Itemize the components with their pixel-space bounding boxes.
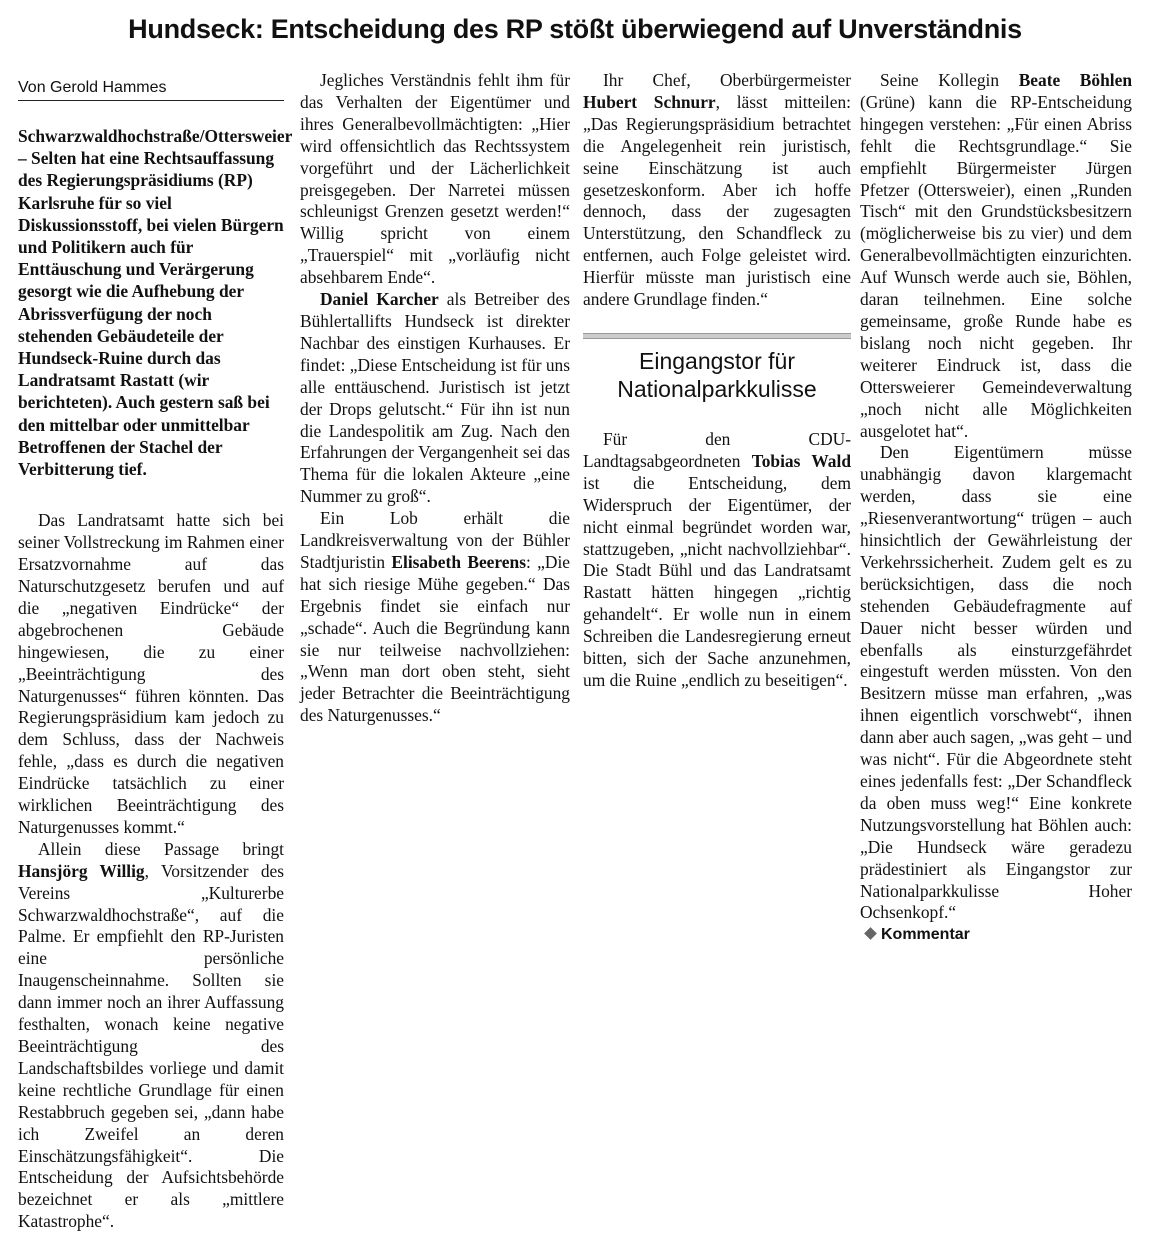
paragraph-7 <box>583 429 851 692</box>
person-name: Elisabeth Beerens <box>391 551 526 572</box>
column-3 <box>583 70 851 692</box>
text: (Grüne) kann die RP-Entscheidung hingegen verstehen: „Für einen Abriss fehlt die Rechtsgrundlage.“ Sie empfiehlt Bürgermeister Jürgen Pfetzer (Ottersweier), einen „Runden Tisch“ mit den Grundstücksbesitzern (möglicherweise bis zu vier) und dem Generalbevollmächtigten einzurichten. Auf Wunsch werde auch sie, Böhlen, daran teilnehmen. Eine solche gemeinsame, große Runde habe es bislang noch nicht gegeben. Ihr weiterer Eindruck ist, dass die Ottersweierer Gemeindeverwaltung „noch nicht alle Möglichkeiten ausgelotet hat“. <box>860 91 1132 441</box>
diamond-icon <box>864 927 877 940</box>
text: : „Die hat sich riesige Mühe gegeben.“ Das Ergebnis findet sie einfach nur „schade“. Auch die Begründung kann sie nur teilweise nachvollziehen: „Wenn man dort oben steht, sieht jeder Betrachter die Beeinträchtigung des Naturgenusses.“ <box>300 551 571 726</box>
paragraph-2 <box>18 839 284 1233</box>
paragraph-8 <box>860 70 1132 442</box>
column-2 <box>300 70 570 727</box>
subheadline-line-2: Nationalparkkulisse <box>617 375 817 402</box>
text: Ein Lob erhält die Landkreisverwaltung von der Bühler Stadtjuristin <box>300 508 570 572</box>
text: Seine Kollegin <box>880 70 1019 90</box>
lead-paragraph: Schwarzwaldhochstraße/Ottersweier – Selten hat eine Rechtsauffassung des Regierungspräsidiums (RP) Karlsruhe für so viel Diskussionsstoff, bei vielen Bürgern und Politikern auch für Enttäuschung und Verärgerung gesorgt wie die Aufhebung der Abrissverfügung der noch stehenden Gebäudeteile der Hundseck-Ruine durch das Landratsamt Rastatt (wir berichteten). Auch gestern saß bei den mittelbar oder unmittelbar Betroffenen der Stachel der Verbitterung tief. <box>18 126 293 480</box>
paragraph-6 <box>583 70 851 311</box>
person-name: Beate Böhlen <box>1018 70 1132 90</box>
text: ist die Entscheidung, dem Widerspruch der Eigentümer, der nicht einmal begründet worden war, stattzugeben, „nicht nachvollziehbar“. Die Stadt Bühl und das Landratsamt Rastatt hätten hingegen „richtig gehandelt“. Er wolle nun in einem Schreiben die Landesregierung erneut bitten, sich der Sache anzunehmen, um die Ruine „endlich zu beseitigen“. <box>583 472 851 690</box>
text: Allein diese Passage bringt <box>38 838 284 859</box>
paragraph-1: Das Landratsamt hatte sich bei seiner Vollstreckung im Rahmen einer Ersatzvornahme auf das Naturschutzgesetz berufen und auf die „negativen Eindrücke“ der abgebrochenen Gebäude hingewiesen, die zu einer „Beeinträchtigung des Naturgenusses“ führen könnten. Das Regierungspräsidium kam jedoch zu dem Schluss, dass der Nachweis fehle, „dass es durch die negativen Eindrücke tatsächlich zu einer wirklichen Beeinträchtigung des Naturgenusses kommt.“ <box>18 510 284 837</box>
byline: Von Gerold Hammes <box>18 78 284 101</box>
commentary-label: Kommentar <box>881 926 970 944</box>
paragraph-5 <box>300 508 570 727</box>
section-separator <box>583 333 851 339</box>
person-name: Tobias Wald <box>751 450 851 471</box>
paragraph-4 <box>300 289 570 508</box>
paragraph-3: Jegliches Verständnis fehlt ihm für das Verhalten der Eigentümer und ihres Generalbevollmächtigten: „Hier wird offensichtlich das Rechtssystem vorgeführt und der Lächerlichkeit preisgegeben. Der Narretei müssen schleunigst Grenzen gesetzt werden!“ Willig spricht von einem „Trauerspiel“ mit „vorläufig nicht absehbarem Ende“. <box>300 70 570 288</box>
person-name: Hubert Schnurr <box>583 91 716 112</box>
subheadline-line-1: Eingangstor für <box>639 347 795 374</box>
person-name: Daniel Karcher <box>320 289 439 310</box>
text: Ihr Chef, Oberbürgermeister <box>603 70 851 90</box>
column-4 <box>860 70 1132 946</box>
paragraph-9: Den Eigentümern müsse unabhängig davon klargemacht werden, dass sie eine „Riesenverantwortung“ trügen – auch hinsichtlich der Gewährleistung der Verkehrssicherheit. Zudem gelt es zu berücksichtigen, dass die noch stehenden Gebäudefragmente auf Dauer nicht besser würden und ebenfalls als einsturzgefährdet eingestuft werden müssten. Von den Besitzern müsse man erfahren, „was ihnen eigentlich vorschwebt“, ihnen dann aber auch sagen, „was geht – und was nicht“. Für die Abgeordnete steht eines jedenfalls fest: „Der Schandfleck da oben muss weg!“ Eine konkrete Nutzungsvorstellung hat Böhlen auch: „Die Hundseck wäre geradezu prädestiniert als Eingangstor zur Nationalparkkulisse Hoher Ochsenkopf.“ <box>860 442 1132 923</box>
subheadline <box>583 347 851 403</box>
headline: Hundseck: Entscheidung des RP stößt überwiegend auf Unverständnis <box>128 14 1022 44</box>
text: , Vorsitzender des Vereins „Kulturerbe Schwarzwaldhochstraße“, auf die Palme. Er empfiehlt den RP-Juristen eine persönliche Inaugenscheinnahme. Sollten sie dann immer noch an ihrer Auffassung festhalten, wonach keine negative Beeinträchtigung des Landschaftsbildes vorliege und damit keine rechtliche Grundlage für einen Restabbruch gegeben sei, „dann habe ich Zweifel an deren Einschätzungsfähigkeit“. Die Entscheidung der Aufsichtsbehörde bezeichnet er als „mittlere Katastrophe“. <box>18 860 284 1232</box>
text: , lässt mitteilen: „Das Regierungspräsidium betrachtet die Angelegenheit rein juristisch, seine Einschätzung ist auch gesetzeskonform. Aber ich hoffe dennoch, dass der zugesagten Unterstützung, den Schandfleck zu entfernen, auch Folge geleistet wird. Hierfür müsste man juristisch eine andere Grundlage finden.“ <box>583 91 851 310</box>
text: als Betreiber des Bühlertallifts Hundseck ist direkter Nachbar des einstigen Kurhauses. Er findet: „Diese Entscheidung ist für uns alle enttäuschend. Juristisch ist jetzt der Drops gelutscht.“ Für ihn ist nun die Landespolitik am Zug. Nach den Erfahrungen der Vergangenheit sei das Thema für die lokalen Akteure „eine Nummer zu groß“. <box>300 289 570 507</box>
text: Für den CDU-Landtagsabgeordneten <box>583 428 851 471</box>
person-name: Hansjörg Willig <box>18 860 145 881</box>
commentary-reference[interactable] <box>860 924 1132 946</box>
column-1 <box>18 70 293 1233</box>
